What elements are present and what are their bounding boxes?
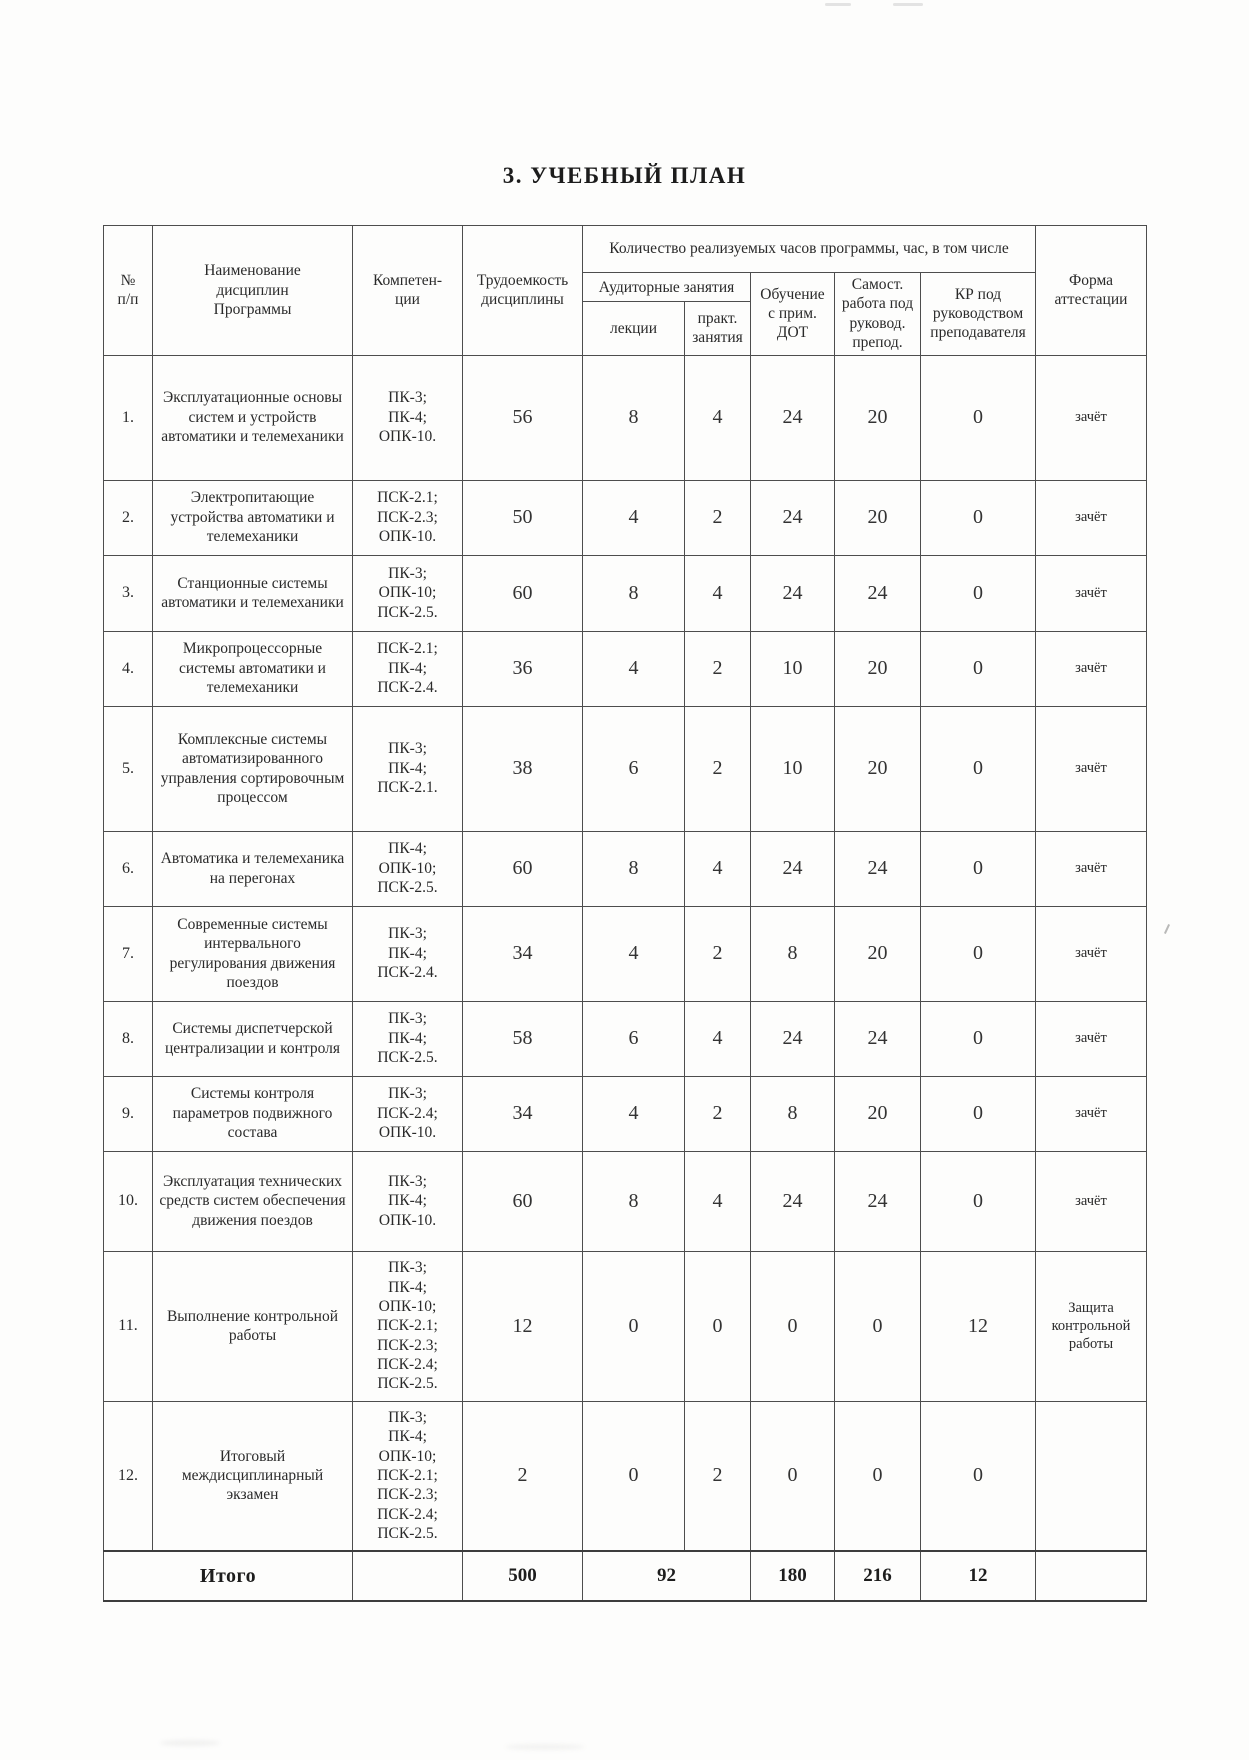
cell-lectures: 8 — [583, 555, 685, 631]
cell-lectures: 6 — [583, 706, 685, 831]
table-body — [104, 355, 1147, 1601]
cell-attestation: зачёт — [1036, 480, 1147, 555]
total-kr: 12 — [921, 1551, 1036, 1601]
cell-dot: 24 — [751, 831, 835, 906]
header-dot: Обучение с прим. ДОТ — [751, 273, 835, 356]
cell-lectures: 8 — [583, 355, 685, 480]
total-label: Итого — [104, 1551, 353, 1601]
cell-kr: 0 — [921, 1151, 1036, 1251]
cell-self-work: 20 — [835, 906, 921, 1001]
cell-kr: 0 — [921, 1001, 1036, 1076]
table-row — [104, 1151, 1147, 1251]
cell-workload: 60 — [463, 1151, 583, 1251]
cell-lectures: 4 — [583, 480, 685, 555]
cell-kr: 0 — [921, 631, 1036, 706]
cell-discipline: Электропитающие устройства автоматики и телемеханики — [153, 480, 353, 555]
cell-self-work: 20 — [835, 706, 921, 831]
table-row — [104, 355, 1147, 480]
cell-competencies: ПК-3; ПК-4; ОПК-10. — [353, 355, 463, 480]
cell-dot: 8 — [751, 906, 835, 1001]
cell-self-work: 20 — [835, 355, 921, 480]
table-row — [104, 906, 1147, 1001]
cell-kr: 0 — [921, 1401, 1036, 1551]
cell-workload: 60 — [463, 555, 583, 631]
cell-self-work: 20 — [835, 631, 921, 706]
cell-practical: 2 — [685, 1401, 751, 1551]
cell-lectures: 0 — [583, 1401, 685, 1551]
cell-attestation: зачёт — [1036, 1076, 1147, 1151]
cell-num: 4. — [104, 631, 153, 706]
cell-practical: 4 — [685, 831, 751, 906]
table-row — [104, 1076, 1147, 1151]
cell-lectures: 4 — [583, 906, 685, 1001]
table-row — [104, 1401, 1147, 1551]
scan-artifact-smudge — [505, 1744, 585, 1750]
scan-artifact-smudge — [160, 1740, 220, 1746]
cell-workload: 12 — [463, 1251, 583, 1401]
cell-kr: 0 — [921, 480, 1036, 555]
cell-kr: 0 — [921, 355, 1036, 480]
cell-dot: 24 — [751, 355, 835, 480]
cell-discipline: Микропроцессорные системы автоматики и телемеханики — [153, 631, 353, 706]
cell-practical: 0 — [685, 1251, 751, 1401]
table-row — [104, 831, 1147, 906]
header-workload: Трудоемкость дисциплины — [463, 226, 583, 356]
cell-dot: 8 — [751, 1076, 835, 1151]
cell-discipline: Итоговый междисциплинарный экзамен — [153, 1401, 353, 1551]
cell-self-work: 0 — [835, 1401, 921, 1551]
cell-workload: 34 — [463, 906, 583, 1001]
cell-self-work: 24 — [835, 555, 921, 631]
total-attestation-empty — [1036, 1551, 1147, 1601]
cell-num: 9. — [104, 1076, 153, 1151]
cell-num: 12. — [104, 1401, 153, 1551]
scan-artifact-dash — [893, 3, 923, 6]
cell-num: 5. — [104, 706, 153, 831]
cell-attestation: зачёт — [1036, 631, 1147, 706]
cell-practical: 2 — [685, 480, 751, 555]
cell-dot: 10 — [751, 706, 835, 831]
cell-attestation: зачёт — [1036, 355, 1147, 480]
cell-practical: 4 — [685, 1151, 751, 1251]
cell-attestation: зачёт — [1036, 555, 1147, 631]
cell-dot: 24 — [751, 1001, 835, 1076]
cell-discipline: Системы контроля параметров подвижного состава — [153, 1076, 353, 1151]
scan-artifact-tick — [1164, 924, 1170, 934]
cell-competencies: ПК-3; ПК-4; ПСК-2.1. — [353, 706, 463, 831]
cell-attestation: зачёт — [1036, 1001, 1147, 1076]
cell-self-work: 0 — [835, 1251, 921, 1401]
cell-workload: 60 — [463, 831, 583, 906]
header-kr: КР под руководством преподавателя — [921, 273, 1036, 356]
header-self-work: Самост. работа под руковод. препод. — [835, 273, 921, 356]
cell-competencies: ПК-3; ПК-4; ПСК-2.5. — [353, 1001, 463, 1076]
cell-num: 3. — [104, 555, 153, 631]
total-dot: 180 — [751, 1551, 835, 1601]
cell-competencies: ПК-4; ОПК-10; ПСК-2.5. — [353, 831, 463, 906]
cell-attestation — [1036, 1401, 1147, 1551]
cell-num: 2. — [104, 480, 153, 555]
cell-workload: 58 — [463, 1001, 583, 1076]
cell-attestation: зачёт — [1036, 706, 1147, 831]
header-num: № п/п — [104, 226, 153, 356]
cell-competencies: ПК-3; ПК-4; ОПК-10; ПСК-2.1; ПСК-2.3; ПСК-2.4; ПСК-2.5. — [353, 1251, 463, 1401]
cell-num: 8. — [104, 1001, 153, 1076]
cell-competencies: ПСК-2.1; ПСК-2.3; ОПК-10. — [353, 480, 463, 555]
cell-kr: 0 — [921, 555, 1036, 631]
cell-competencies: ПСК-2.1; ПК-4; ПСК-2.4. — [353, 631, 463, 706]
cell-competencies: ПК-3; ПК-4; ОПК-10; ПСК-2.1; ПСК-2.3; ПСК-2.4; ПСК-2.5. — [353, 1401, 463, 1551]
cell-dot: 0 — [751, 1401, 835, 1551]
cell-kr: 0 — [921, 706, 1036, 831]
cell-discipline: Эксплуатация технических средств систем обеспечения движения поездов — [153, 1151, 353, 1251]
cell-lectures: 8 — [583, 831, 685, 906]
cell-workload: 2 — [463, 1401, 583, 1551]
table-row — [104, 706, 1147, 831]
cell-competencies: ПК-3; ПК-4; ПСК-2.4. — [353, 906, 463, 1001]
cell-discipline: Станционные системы автоматики и телемеханики — [153, 555, 353, 631]
cell-discipline: Комплексные системы автоматизированного управления сортировочным процессом — [153, 706, 353, 831]
total-workload: 500 — [463, 1551, 583, 1601]
cell-workload: 36 — [463, 631, 583, 706]
table-header — [104, 226, 1147, 356]
cell-workload: 56 — [463, 355, 583, 480]
cell-kr: 0 — [921, 1076, 1036, 1151]
header-hours-group: Количество реализуемых часов программы, час, в том числе — [583, 226, 1036, 273]
cell-competencies: ПК-3; ПСК-2.4; ОПК-10. — [353, 1076, 463, 1151]
table-row — [104, 1001, 1147, 1076]
cell-lectures: 4 — [583, 1076, 685, 1151]
scan-artifact-dash — [825, 3, 851, 6]
header-discipline-name: Наименование дисциплин Программы — [153, 226, 353, 356]
cell-discipline: Эксплуатационные основы систем и устройств автоматики и телемеханики — [153, 355, 353, 480]
cell-dot: 24 — [751, 555, 835, 631]
cell-lectures: 0 — [583, 1251, 685, 1401]
cell-practical: 2 — [685, 906, 751, 1001]
cell-lectures: 8 — [583, 1151, 685, 1251]
cell-dot: 24 — [751, 480, 835, 555]
header-practical: практ. занятия — [685, 302, 751, 355]
cell-lectures: 6 — [583, 1001, 685, 1076]
cell-num: 6. — [104, 831, 153, 906]
cell-discipline: Системы диспетчерской централизации и контроля — [153, 1001, 353, 1076]
cell-num: 1. — [104, 355, 153, 480]
cell-attestation: Защита контрольной работы — [1036, 1251, 1147, 1401]
cell-dot: 0 — [751, 1251, 835, 1401]
cell-dot: 24 — [751, 1151, 835, 1251]
cell-kr: 0 — [921, 831, 1036, 906]
cell-attestation: зачёт — [1036, 831, 1147, 906]
cell-kr: 0 — [921, 906, 1036, 1001]
table-row — [104, 555, 1147, 631]
cell-discipline: Автоматика и телемеханика на перегонах — [153, 831, 353, 906]
header-attestation: Форма аттестации — [1036, 226, 1147, 356]
table-row — [104, 1251, 1147, 1401]
cell-practical: 2 — [685, 1076, 751, 1151]
cell-competencies: ПК-3; ПК-4; ОПК-10. — [353, 1151, 463, 1251]
cell-self-work: 20 — [835, 480, 921, 555]
cell-discipline: Современные системы интервального регулирования движения поездов — [153, 906, 353, 1001]
cell-self-work: 24 — [835, 831, 921, 906]
cell-attestation: зачёт — [1036, 906, 1147, 1001]
cell-discipline: Выполнение контрольной работы — [153, 1251, 353, 1401]
header-lectures: лекции — [583, 302, 685, 355]
cell-dot: 10 — [751, 631, 835, 706]
total-classroom: 92 — [583, 1551, 751, 1601]
cell-practical: 4 — [685, 1001, 751, 1076]
header-classroom-group: Аудиторные занятия — [583, 273, 751, 302]
cell-attestation: зачёт — [1036, 1151, 1147, 1251]
cell-self-work: 24 — [835, 1001, 921, 1076]
total-row — [104, 1551, 1147, 1601]
table-row — [104, 480, 1147, 555]
total-competencies-empty — [353, 1551, 463, 1601]
cell-competencies: ПК-3; ОПК-10; ПСК-2.5. — [353, 555, 463, 631]
header-competencies: Компетен- ции — [353, 226, 463, 356]
cell-practical: 2 — [685, 631, 751, 706]
total-self-work: 216 — [835, 1551, 921, 1601]
cell-self-work: 24 — [835, 1151, 921, 1251]
page-title: 3. УЧЕБНЫЙ ПЛАН — [502, 163, 747, 188]
cell-self-work: 20 — [835, 1076, 921, 1151]
cell-kr: 12 — [921, 1251, 1036, 1401]
cell-num: 11. — [104, 1251, 153, 1401]
curriculum-table — [103, 225, 1147, 1602]
cell-practical: 2 — [685, 706, 751, 831]
cell-practical: 4 — [685, 555, 751, 631]
cell-lectures: 4 — [583, 631, 685, 706]
cell-num: 10. — [104, 1151, 153, 1251]
cell-workload: 34 — [463, 1076, 583, 1151]
table-row — [104, 631, 1147, 706]
cell-workload: 38 — [463, 706, 583, 831]
cell-workload: 50 — [463, 480, 583, 555]
cell-num: 7. — [104, 906, 153, 1001]
cell-practical: 4 — [685, 355, 751, 480]
